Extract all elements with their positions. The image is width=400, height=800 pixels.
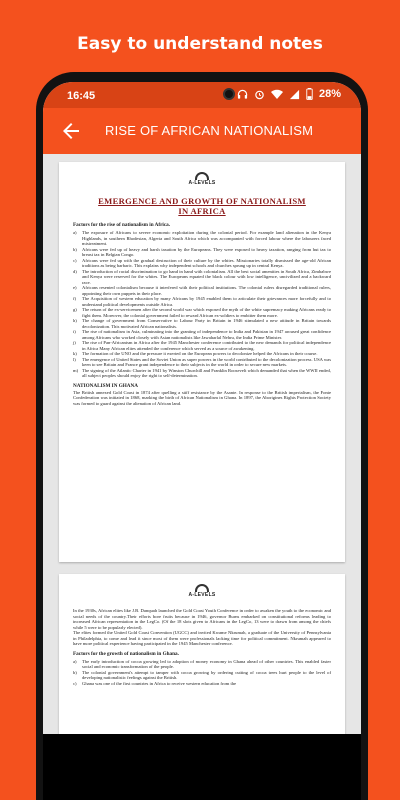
list-item: g) The return of the ex-servicemen after the second world war which exposed the myth of the white supremacy making Africans ready to fight them. Moreover, the colonial government failed to reward African ex-soldiers to embitter them more.: [73, 307, 331, 318]
document-viewer[interactable]: [43, 154, 361, 734]
list-item: f) The Acquisition of western education by many Africans by 1945 enabled them to articulate their grievances more forcefully and to understand political developments outside Africa.: [73, 296, 331, 307]
document-page-2: [59, 574, 345, 734]
logo-mark: [195, 584, 209, 592]
list-item: j) The rise of Pan-Africanism in Africa after the 1945 Manchester conference contributed to the new demands for political independence in Africa Many African elites attended the conference which served as a source of awakening.: [73, 340, 331, 351]
status-time: 16:45: [67, 90, 96, 102]
promo-headline: Easy to understand notes: [77, 34, 323, 54]
paragraph: The elites formed the United Gold Coast Convention (UGCC) and invited Kwame Nkrumah, a graduate of the University of Pennsylvania in Philadelphia, to come and lead it since most of them were professionals lacking time for political commitment. Nkrumah appeared to have more political experience having participated in the 1945 Manchester conference.: [73, 630, 331, 646]
phone-frame: [36, 72, 368, 800]
a-levels-logo: [182, 172, 222, 186]
arrow-back-icon[interactable]: [59, 119, 83, 143]
status-bar: [43, 82, 361, 108]
document-title-line2: IN AFRICA: [178, 206, 226, 216]
page-title: RISE OF AFRICAN NATIONALISM: [105, 123, 314, 138]
section-heading: Factors for the rise of nationalism in Africa.: [73, 222, 171, 228]
list-item: a) The early introduction of cocoa growing led to adoption of money economy in Ghana ahead of other countries. This enabled faster social and economic transformation of the people.: [73, 658, 331, 669]
logo-text: A-LEVELS: [188, 180, 216, 186]
app-bar: [43, 108, 361, 154]
signal-icon: [289, 89, 300, 100]
document-page-1: [59, 162, 345, 562]
logo-mark: [195, 172, 209, 180]
document-title: [73, 196, 331, 216]
growth-factors-list: [73, 659, 331, 687]
factors-list: [73, 230, 331, 379]
section-heading: Factors for the growth of nationalism in Ghana.: [73, 650, 179, 657]
front-camera: [223, 88, 235, 100]
list-item: k) The formation of the UNO and the pressure it exerted on the European powers to decolonize helped the Africans in their course.: [73, 351, 318, 356]
list-item: d) The introduction of racial discrimination to go hand in hand with colonialism. All the best social amenities in South Africa, Zimbabwe and Kenya were reserved for the whites. The Europeans equated the black colour with low intelligence, uncivilized and a backward race.: [73, 268, 331, 285]
ghana-heading: NATIONALISM IN GHANA: [73, 382, 139, 389]
list-item: l) The emergence of United States and the Soviet Union as super powers in the world contributed to the decolonization process. USA was keen to see Britain and France grant independence to their subjects in the world in order to secure new markets.: [73, 356, 331, 367]
document-title-line1: EMERGENCE AND GROWTH OF NATIONALISM: [98, 196, 306, 206]
ghana-paragraph: The British annexed Gold Coast in 1874 after quelling a stiff resistance by the Asante. In response to the British imperialism, the Fonte Confederation was initiated in 1868, marking the birth of African Nationalism in Ghana. In 1897, the Aborigines Rights Protection Society was formed to guard against the alienation of African land.: [73, 389, 331, 406]
alarm-icon: [254, 89, 265, 100]
list-item: e) Africans resented colonialism because it interfered with their political institutions. The colonial rulers disregarded traditional rulers, appointing their own puppets in their place.: [73, 285, 331, 296]
wifi-icon: [271, 89, 283, 100]
status-icons: [237, 88, 341, 100]
list-item: b) The colonial government's attempt to tamper with cocoa growing by ordering cutting of cocoa trees hurt people to the level of developing nationalistic feelings against the British.: [73, 669, 331, 680]
phone-screen: [43, 82, 361, 800]
list-item: m) The signing of the Atlantic Charter in 1941 by Winston Churchill and Franklin Roosevelt which demanded that when the WWII ended, all subject peoples should enjoy the right to self-determination.: [73, 367, 331, 378]
list-item: c) Ghana was one of the first countries in Africa to receive western education from the: [73, 680, 237, 686]
paragraph: In the 1930s, African elites like J.B. Danquah launched the Gold Coast Youth Conference in order to awaken the youth to the economic and social needs of the country.Their efforts bore fruits because in 1946, governor Burns embarked on constitutional reforms leading to increased African representation in the LegCo. (Of the 18 slots given to Africans in the LegCo, 13 were to drawn from among the chiefs while 5 were to be popularly elected).: [73, 608, 331, 630]
battery-icon: [306, 88, 313, 100]
list-item: a) The exposure of Africans to severe economic exploitation during the colonial period. For example land alienation in the Kenya Highlands, in southern Rhodesian, Algeria and South Africa which was accompanied with forced labour where the labourers faced mistreatment.: [73, 230, 331, 246]
battery-percent: 28%: [318, 88, 341, 100]
a-levels-logo: [182, 584, 222, 598]
navigation-bar: [43, 734, 361, 800]
list-item: h) The change of government from Conservative to Labour Party in Britain in 1946 stimulated a new attitude in Britain towards decolonization. This motivated African nationalists.: [73, 318, 331, 329]
list-item: b) Africans were fed up of heavy and harsh taxation by the Europeans. They were exposed to heavy taxation, ranging from hut tax to breast tax in Belgian Congo.: [73, 246, 331, 257]
list-item: i) The rise of nationalism in Asia, culminating into the granting of independence to India and Pakistan in 1947 aroused great confidence among Africans who worked closely with Asian nationalists like Jawaharlal Nehru, the India Prime Minister.: [73, 329, 331, 340]
list-item: c) Africans were fed up with the gradual destruction of their culture by the whites. Missionaries totally dismissed the age-old African traditions as being barbaric. This explains why independent schools and churches sprung up in central Kenya.: [73, 257, 331, 268]
headphones-icon: [237, 89, 248, 100]
logo-text: A-LEVELS: [188, 592, 216, 598]
